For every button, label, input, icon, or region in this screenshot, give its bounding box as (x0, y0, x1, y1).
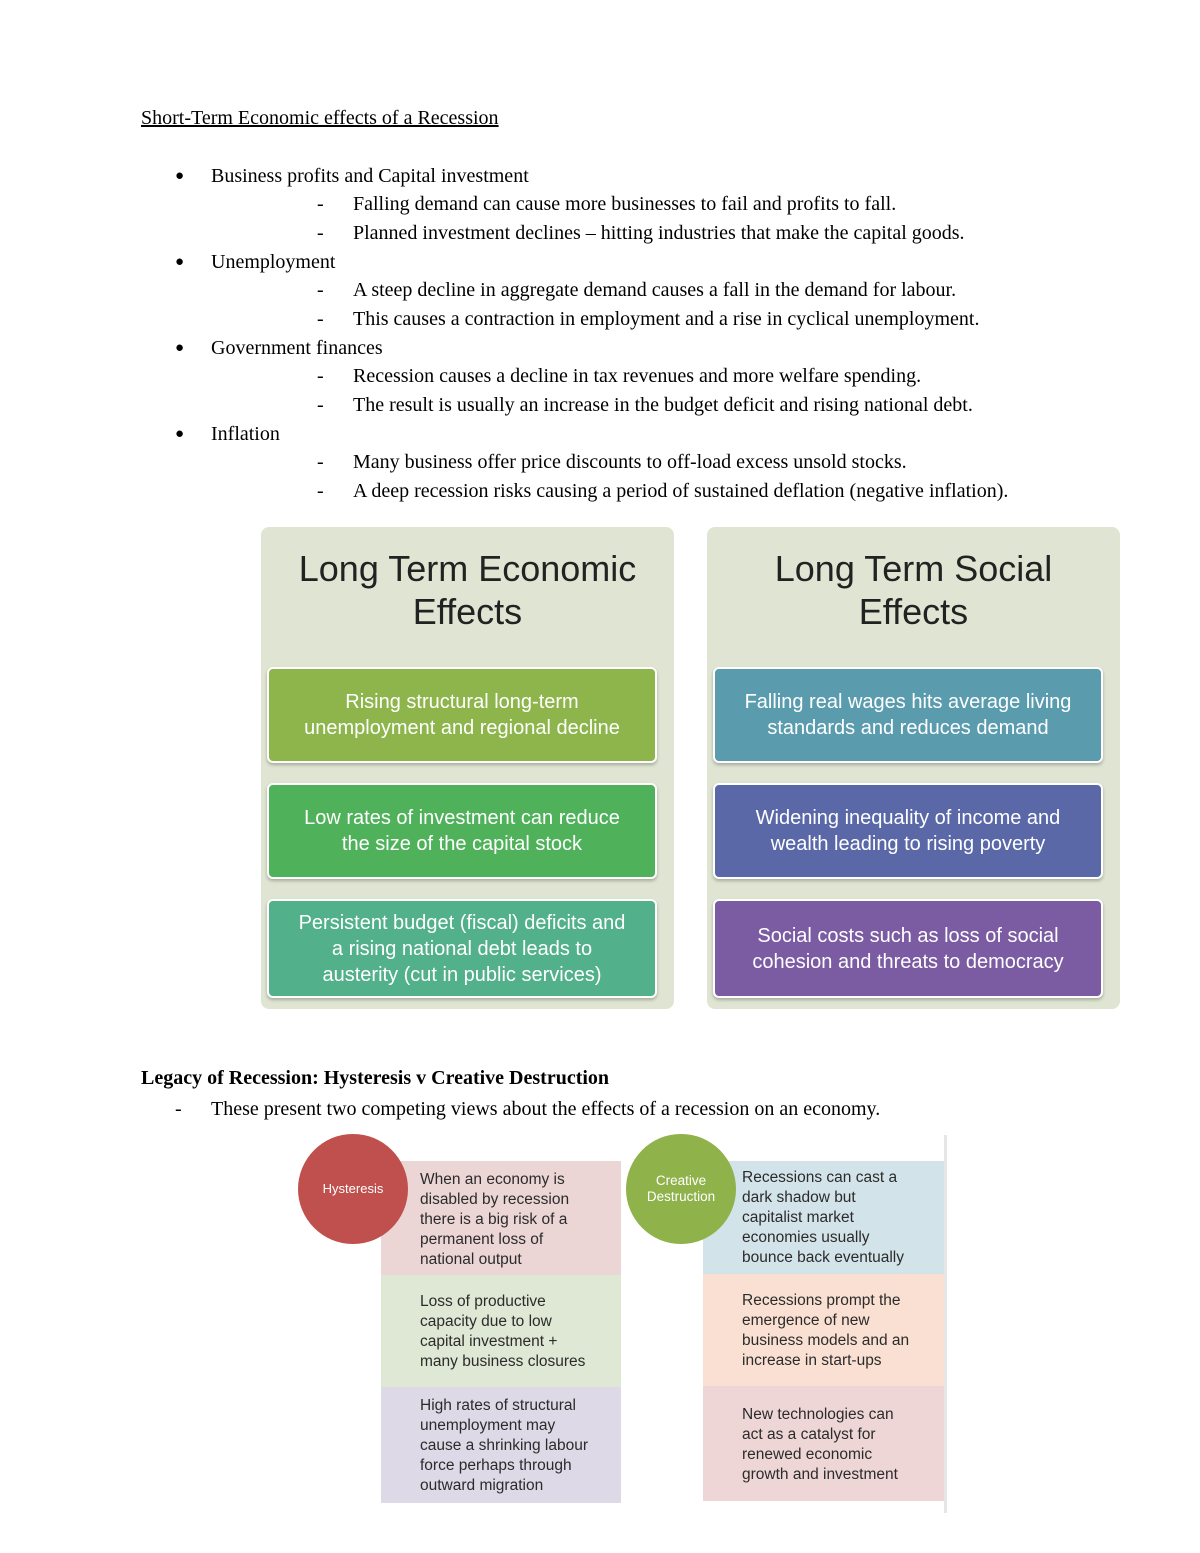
creative-destruction-box (703, 1161, 944, 1274)
dash-icon: - (317, 222, 324, 244)
point-text: A steep decline in aggregate demand causes a fall in the demand for labour. (353, 279, 957, 301)
circle-label: Creative (655, 1173, 707, 1188)
creative-destruction-box (703, 1274, 944, 1386)
card-line: Rising structural long-term (345, 691, 579, 713)
box-line: economies usually (742, 1229, 870, 1246)
effect-card (713, 667, 1103, 763)
short-term-heading: Short-Term Economic effects of a Recession (141, 107, 499, 129)
panel-title-line: Effects (412, 591, 523, 632)
effect-card (267, 783, 657, 879)
dash-icon: - (175, 1098, 182, 1120)
panel-title-line: Effects (858, 591, 969, 632)
topic-title: Government finances (211, 337, 383, 359)
point-text: Planned investment declines – hitting industries that make the capital goods. (353, 222, 965, 244)
long-term-economic-panel (261, 527, 674, 1009)
dash-icon: - (317, 394, 324, 416)
box-line: New technologies can (742, 1406, 894, 1423)
card-line: the size of the capital stock (341, 833, 583, 855)
image-edge-line (944, 1135, 947, 1513)
bullet-icon: ● (175, 168, 185, 184)
bullet-icon: ● (175, 426, 185, 442)
effect-card (713, 899, 1103, 998)
dash-icon: - (317, 480, 324, 502)
card-line: cohesion and threats to democracy (752, 950, 1064, 973)
creative-destruction-box (703, 1386, 944, 1501)
dash-icon: - (317, 308, 324, 330)
point-text: This causes a contraction in employment and a rise in cyclical unemployment. (353, 308, 980, 330)
bullet-icon: ● (175, 254, 185, 270)
point-text: Falling demand can cause more businesses to fail and profits to fall. (353, 193, 897, 215)
box-line: force perhaps through (420, 1457, 572, 1474)
panel-title (707, 547, 1120, 633)
box-line: act as a catalyst for (742, 1426, 876, 1443)
card-line: austerity (cut in public services) (322, 963, 602, 986)
card-line: standards and reduces demand (767, 717, 1049, 739)
box-line: bounce back eventually (742, 1249, 905, 1266)
dash-icon: - (317, 365, 324, 387)
box-line: emergence of new (742, 1312, 870, 1329)
box-line: dark shadow but (742, 1189, 856, 1206)
point-text: These present two competing views about the effects of a recession on an economy. (211, 1098, 881, 1120)
box-line: cause a shrinking labour (420, 1437, 589, 1454)
box-line: When an economy is (420, 1171, 565, 1188)
box-line: renewed economic (742, 1446, 873, 1463)
panel-title-line: Long Term Social (774, 548, 1053, 589)
card-line: wealth leading to rising poverty (770, 833, 1046, 855)
card-line: Social costs such as loss of social (757, 924, 1059, 947)
topic-title: Unemployment (211, 251, 336, 273)
hysteresis-circle (298, 1134, 408, 1244)
hysteresis-box (381, 1387, 621, 1503)
box-line: Recessions can cast a (742, 1169, 898, 1186)
box-line: unemployment may (420, 1417, 556, 1434)
box-line: capacity due to low (420, 1313, 552, 1330)
dash-icon: - (317, 451, 324, 473)
card-line: Falling real wages hits average living (744, 691, 1072, 713)
creative-destruction-circle (626, 1134, 736, 1244)
point-text: Many business offer price discounts to off-load excess unsold stocks. (353, 451, 907, 473)
card-line: Widening inequality of income and (755, 807, 1061, 829)
panel-title-line: Long Term Economic (298, 548, 637, 589)
circle-label: Hysteresis (322, 1181, 384, 1196)
effect-card (267, 667, 657, 763)
bullet-icon: ● (175, 340, 185, 356)
box-line: capital investment + (420, 1333, 558, 1350)
panel-title (261, 547, 674, 633)
card-line: unemployment and regional decline (304, 717, 620, 739)
point-text: Recession causes a decline in tax revenues and more welfare spending. (353, 365, 922, 387)
point-text: A deep recession risks causing a period of sustained deflation (negative inflation). (353, 480, 1009, 502)
hysteresis-box (381, 1161, 621, 1275)
box-line: disabled by recession (420, 1191, 570, 1208)
box-line: growth and investment (742, 1466, 898, 1483)
effect-card (267, 899, 657, 998)
long-term-social-panel (707, 527, 1120, 1009)
box-line: national output (420, 1251, 522, 1268)
point-text: The result is usually an increase in the budget deficit and rising national debt. (353, 394, 973, 416)
box-line: increase in start-ups (742, 1352, 882, 1369)
card-line: a rising national debt leads to (331, 937, 593, 960)
box-line: Recessions prompt the (742, 1292, 901, 1309)
box-line: High rates of structural (420, 1397, 576, 1414)
box-line: Loss of productive (420, 1293, 546, 1310)
effect-card (713, 783, 1103, 879)
box-line: capitalist market (742, 1209, 854, 1226)
dash-icon: - (317, 279, 324, 301)
circle-label: Destruction (646, 1189, 716, 1204)
topic-title: Inflation (211, 423, 280, 445)
legacy-heading: Legacy of Recession: Hysteresis v Creative Destruction (141, 1067, 610, 1089)
box-line: business models and an (742, 1332, 910, 1349)
card-line: Persistent budget (fiscal) deficits and (298, 911, 626, 934)
topic-title: Business profits and Capital investment (211, 165, 529, 187)
box-line: there is a big risk of a (420, 1211, 568, 1228)
dash-icon: - (317, 193, 324, 215)
box-line: many business closures (420, 1353, 586, 1370)
box-line: outward migration (420, 1477, 544, 1494)
card-line: Low rates of investment can reduce (304, 807, 620, 829)
box-line: permanent loss of (420, 1231, 544, 1248)
hysteresis-box (381, 1275, 621, 1387)
